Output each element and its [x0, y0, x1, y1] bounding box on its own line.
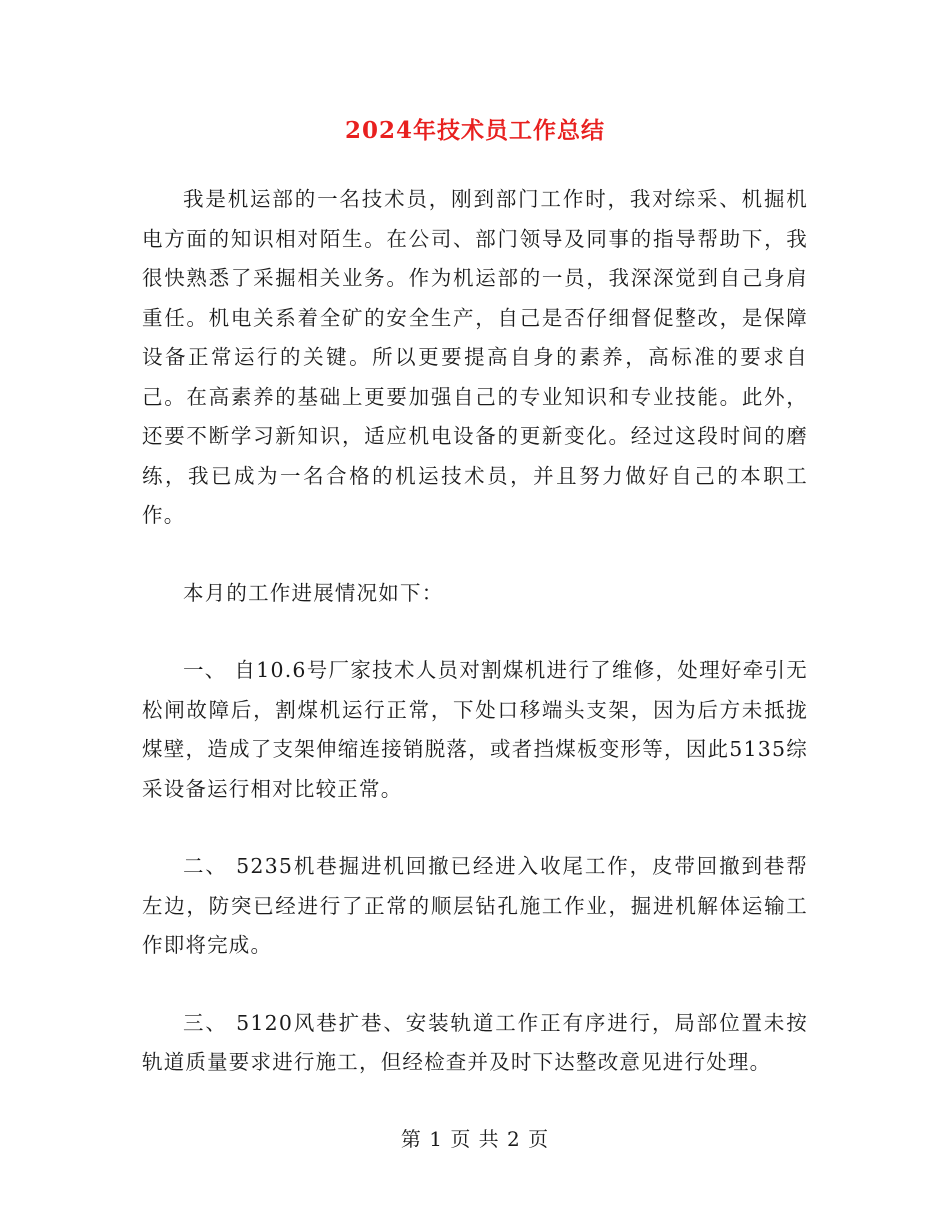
- document-body: [142, 180, 808, 1083]
- paragraph-item-3: 三、 5120风巷扩巷、安装轨道工作正有序进行，局部位置未按轨道质量要求进行施工，但经检查并及时下达整改意见进行处理。: [142, 1010, 808, 1074]
- page-number-footer: 第 1 页 共 2 页: [400, 1127, 550, 1151]
- paragraph-intro: 我是机运部的一名技术员，刚到部门工作时，我对综采、机掘机电方面的知识相对陌生。在公司、部门领导及同事的指导帮助下，我很快熟悉了采掘相关业务。作为机运部的一员，我深深觉到自己身肩重任。机电关系着全矿的安全生产，自己是否仔细督促整改，是保障设备正常运行的关键。所以更要提高自身的素养，高标准的要求自己。在高素养的基础上更要加强自己的专业知识和专业技能。此外，还要不断学习新知识，适应机电设备的更新变化。经过这段时间的磨练，我已成为一名合格的机运技术员，并且努力做好自己的本职工作。: [142, 187, 808, 527]
- paragraph-item-2: 二、 5235机巷掘进机回撤已经进入收尾工作，皮带回撤到巷帮左边，防突已经进行了正常的顺层钻孔施工作业，掘进机解体运输工作即将完成。: [142, 854, 808, 957]
- paragraph-progress-heading: 本月的工作进展情况如下：: [183, 580, 444, 605]
- paragraph-item-1: 一、 自10.6号厂家技术人员对割煤机进行了维修，处理好牵引无松闸故障后，割煤机运行正常，下处口移端头支架，因为后方未抵拢煤壁，造成了支架伸缩连接销脱落，或者挡煤板变形等，因此5135综采设备运行相对比较正常。: [142, 658, 808, 801]
- document-title: 2024年技术员工作总结: [344, 117, 605, 144]
